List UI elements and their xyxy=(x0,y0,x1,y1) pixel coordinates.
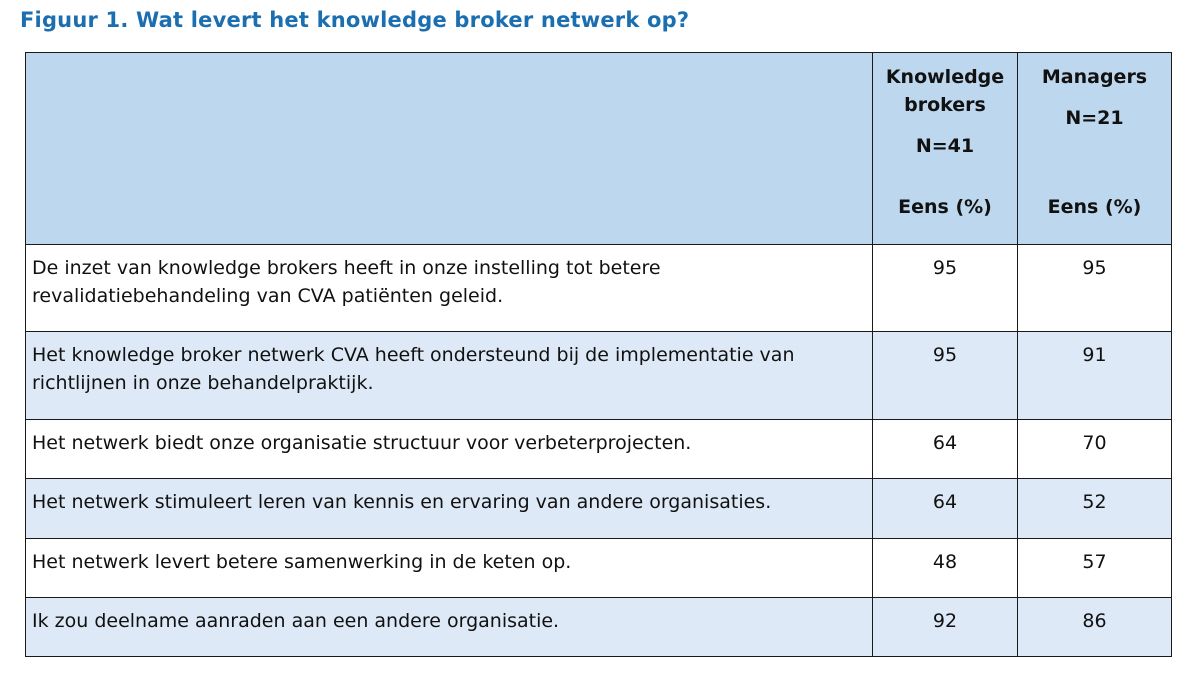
row-statement: Het netwerk stimuleert leren van kennis en ervaring van andere organisaties. xyxy=(26,479,873,539)
row-statement: Ik zou deelname aanraden aan een andere organisatie. xyxy=(26,598,873,657)
row-managers-value: 70 xyxy=(1018,420,1172,479)
row-statement: Het knowledge broker netwerk CVA heeft ondersteund bij de implementatie van richtlijnen in onze behandelpraktijk. xyxy=(26,332,873,420)
row-managers-value: 86 xyxy=(1018,598,1172,657)
table-header-row xyxy=(26,53,1172,245)
row-statement: De inzet van knowledge brokers heeft in onze instelling tot betere revalidatiebehandeling van CVA patiënten geleid. xyxy=(26,245,873,332)
header-kb-n: N=41 xyxy=(915,135,975,157)
row-managers-value: 57 xyxy=(1018,539,1172,598)
row-managers-value: 52 xyxy=(1018,479,1172,539)
row-managers-value: 91 xyxy=(1018,332,1172,420)
row-kb-value: 64 xyxy=(873,420,1018,479)
header-managers xyxy=(1018,53,1172,245)
table-row xyxy=(26,479,1172,539)
header-kb-unit: Eens (%) xyxy=(898,196,992,218)
row-kb-value: 95 xyxy=(873,332,1018,420)
row-managers-value: 95 xyxy=(1018,245,1172,332)
header-managers-n: N=21 xyxy=(1065,107,1124,129)
table-row xyxy=(26,332,1172,420)
table-row xyxy=(26,245,1172,332)
table-row xyxy=(26,420,1172,479)
row-statement: Het netwerk levert betere samenwerking in de keten op. xyxy=(26,539,873,598)
row-kb-value: 48 xyxy=(873,539,1018,598)
header-managers-label: Managers xyxy=(1041,66,1148,88)
header-knowledge-brokers xyxy=(873,53,1018,245)
header-kb-label: Knowledge brokers xyxy=(885,66,1005,116)
results-table xyxy=(25,52,1172,657)
row-statement: Het netwerk biedt onze organisatie structuur voor verbeterprojecten. xyxy=(26,420,873,479)
row-kb-value: 64 xyxy=(873,479,1018,539)
row-kb-value: 92 xyxy=(873,598,1018,657)
table-row xyxy=(26,539,1172,598)
header-managers-unit: Eens (%) xyxy=(1047,196,1142,218)
figure-title: Figuur 1. Wat levert het knowledge broker netwerk op? xyxy=(20,8,690,32)
row-kb-value: 95 xyxy=(873,245,1018,332)
header-statement-cell xyxy=(26,53,873,245)
table-row xyxy=(26,598,1172,657)
